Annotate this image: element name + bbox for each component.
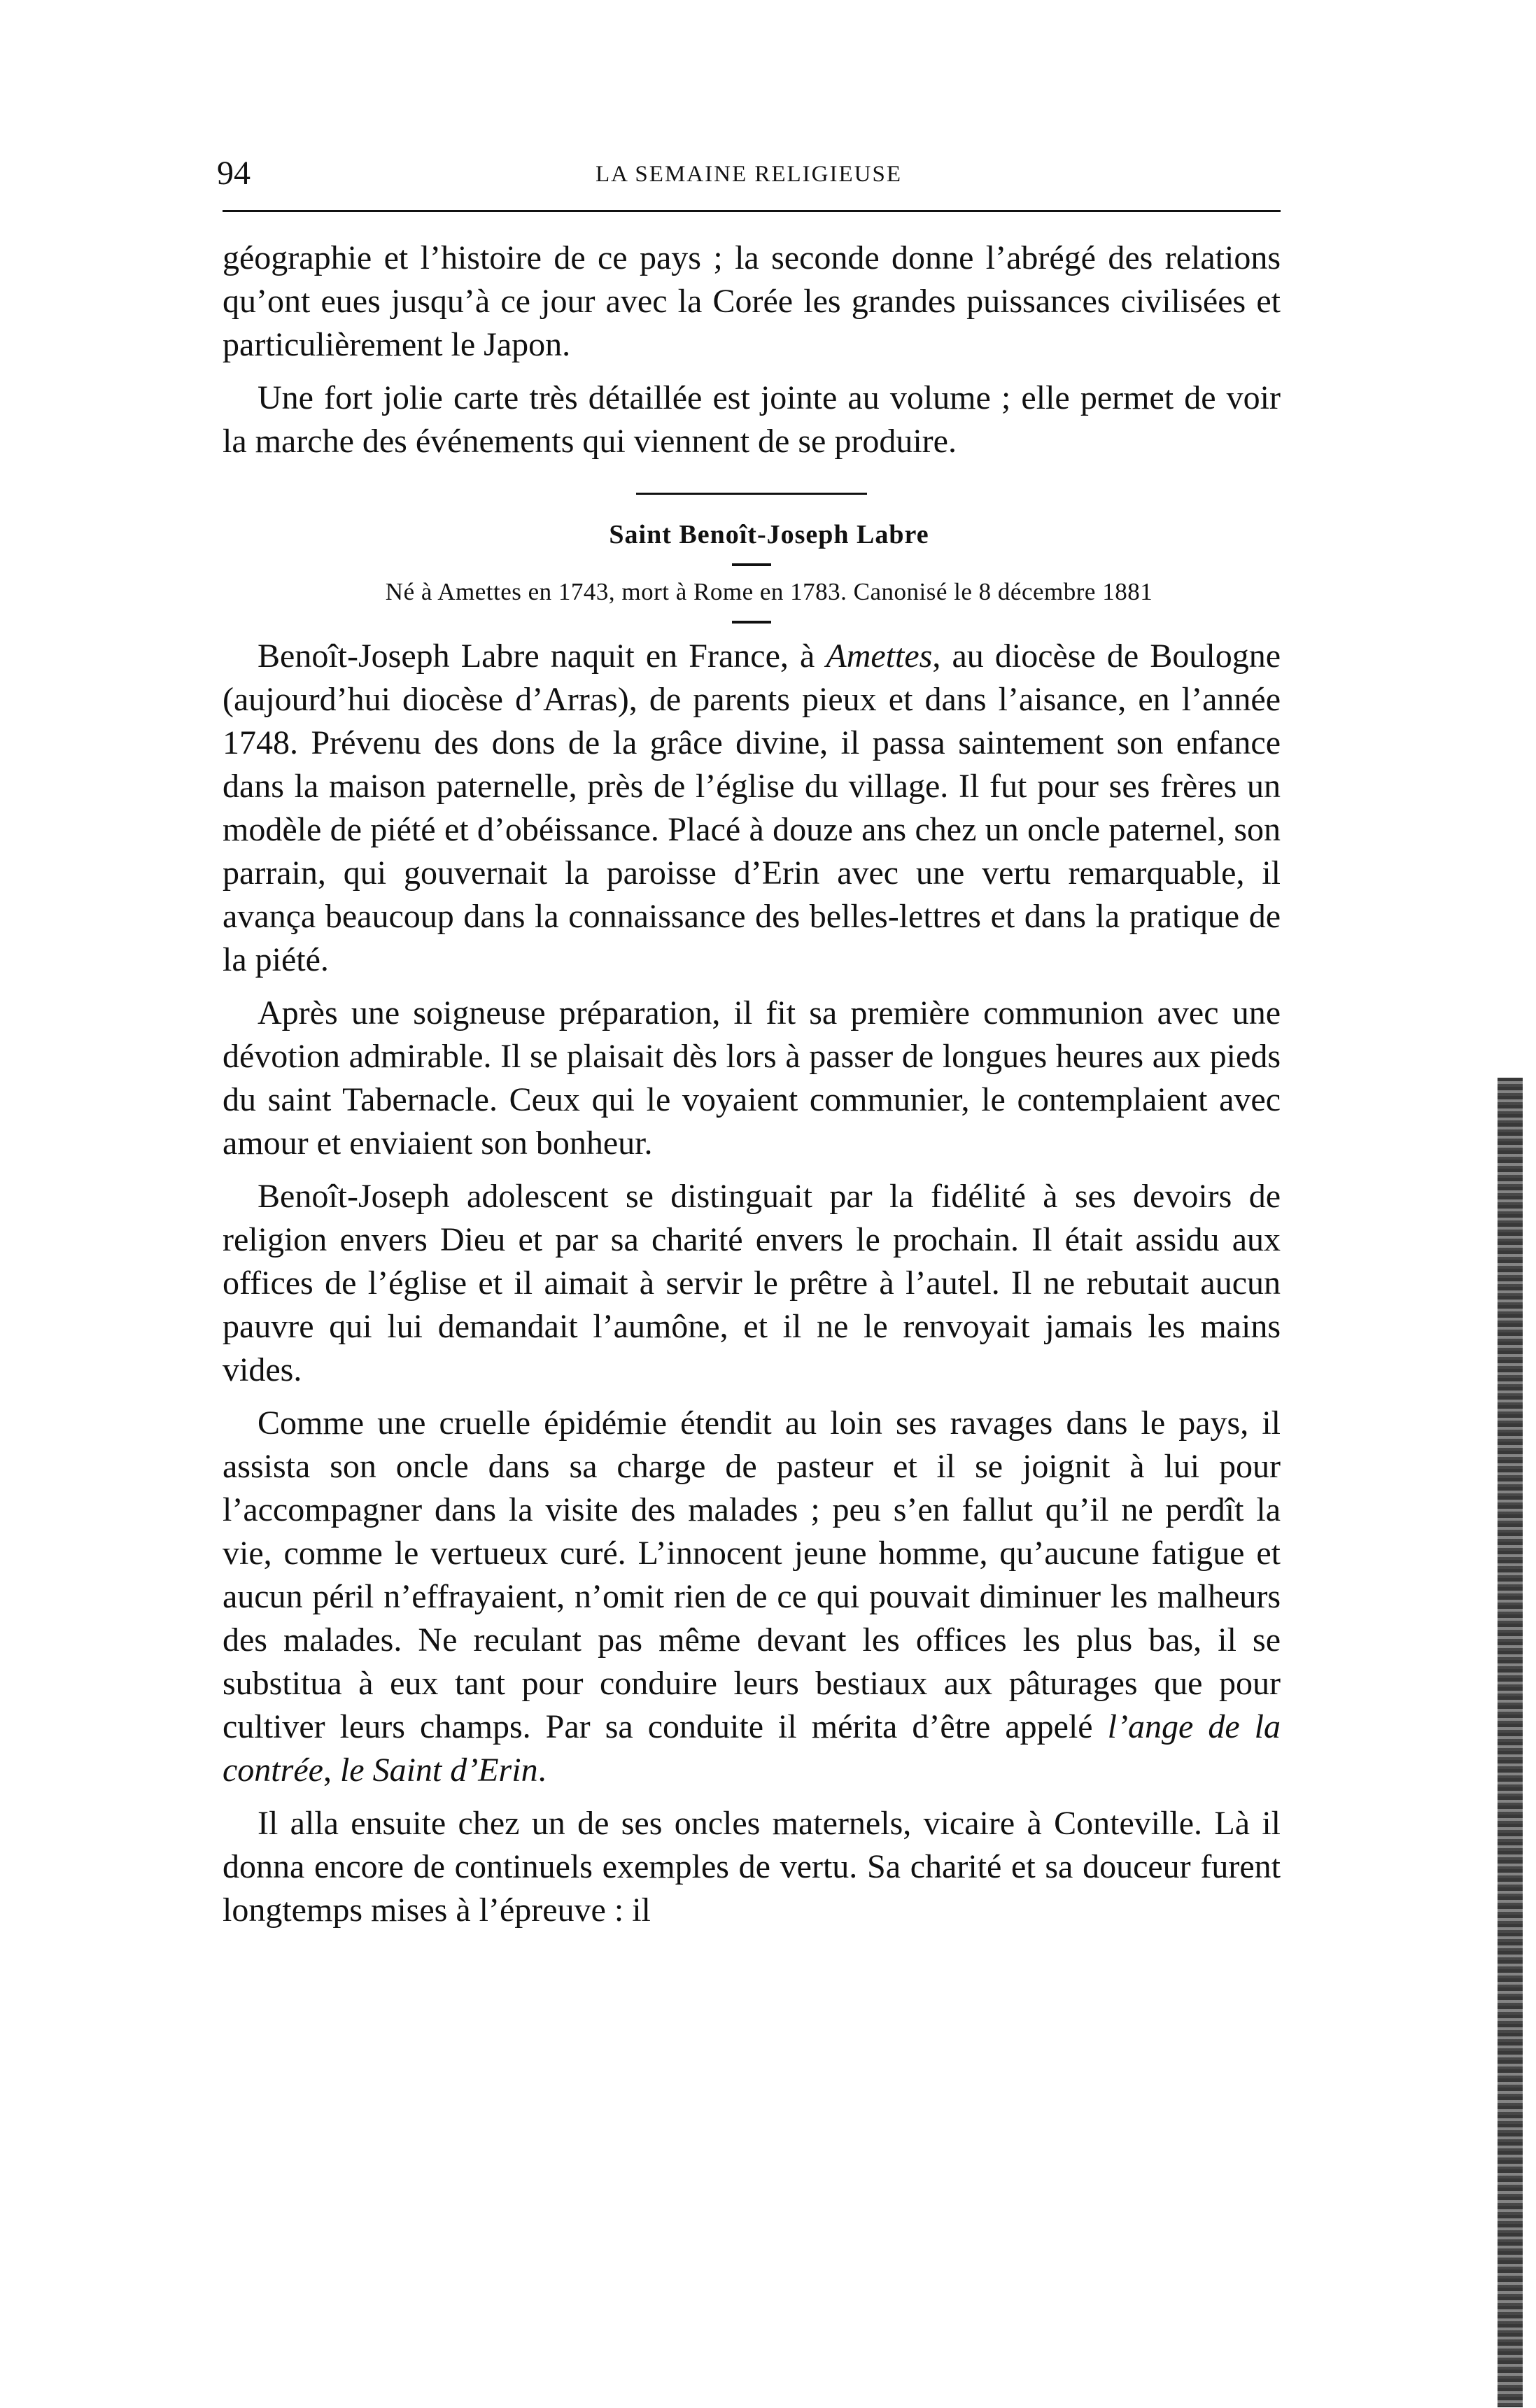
paragraph-text: Benoît-Joseph Labre naquit en France, à [258, 638, 826, 675]
paragraph-text: , [323, 1752, 340, 1789]
page-body [223, 237, 1281, 1942]
article-paragraph [223, 992, 1281, 1165]
article-paragraph [223, 1175, 1281, 1392]
italic-text: le Saint d’Erin [339, 1752, 538, 1789]
paragraph-text: Après une soigneuse préparation, il fit sa première communion avec une dévotion admirable. Il se plaisait dès lors à passer de longues heures aux pieds du saint Tabernacle. Ceux qui le voyaient communier, le contemplaient avec amour et enviaient son bonheur. [223, 994, 1281, 1162]
article-title: Saint Benoît-Joseph Labre [609, 520, 929, 549]
intro-paragraph-1: géographie et l’histoire de ce pays ; la seconde donne l’abrégé des relations qu’ont eues jusqu’à ce jour avec la Corée les grandes puissances civilisées et particulièrement le Japon. [223, 239, 1281, 363]
title-dash [732, 563, 771, 566]
page-number: 94 [217, 155, 251, 192]
paragraph-text: Il alla ensuite chez un de ses oncles maternels, vicaire à Conteville. Là il donna encore de continuels exemples de vertu. Sa charité et sa douceur furent longtemps mises à l’épreuve : il [223, 1805, 1281, 1929]
section-separator [636, 493, 867, 495]
italic-text: l’ange de la contrée [223, 1708, 1281, 1789]
page-header [217, 153, 1281, 202]
intro-paragraph-2: Une fort jolie carte très détaillée est jointe au volume ; elle permet de voir la marche des événements qui viennent de se produire. [223, 379, 1281, 460]
header-rule [223, 210, 1281, 212]
paragraph-text: Comme une cruelle épidémie étendit au loin ses ravages dans le pays, il assista son oncle dans sa charge de pasteur et il se joignit à lui pour l’accompagner dans la visite des malades ; peu s’en fallut qu’il ne perdît la vie, comme le vertueux curé. L’innocent jeune homme, qu’aucune fatigue et aucun péril n’effrayaient, n’omit rien de ce qui pouvait diminuer les malheurs des malades. Ne reculant pas même devant les offices les plus bas, il se substitua à eux tant pour conduire leurs bestiaux aux pâturages que pour cultiver leurs champs. Par sa conduite il mérita d’être appelé [223, 1404, 1281, 1745]
running-title: LA SEMAINE RELIGIEUSE [596, 162, 902, 187]
paragraph-text: . [537, 1752, 547, 1789]
article-paragraph [223, 1402, 1281, 1792]
paragraph-text: , au diocèse de Boulogne (aujourd’hui diocèse d’Arras), de parents pieux et dans l’aisance, en l’année 1748. Prévenu des dons de la grâce divine, il passa saintement son enfance dans la maison paternelle, près de l’église du village. Il fut pour ses frères un modèle de piété et d’obéissance. Placé à douze ans chez un oncle paternel, son parrain, qui gouvernait la paroisse d’Erin avec une vertu remarquable, il avança beaucoup dans la connaissance des belles-lettres et dans la pratique de la piété. [223, 638, 1281, 978]
italic-text: Amettes [826, 638, 933, 675]
scan-margin-strip [1498, 1078, 1523, 2407]
paragraph-text: Benoît-Joseph adolescent se distinguait par la fidélité à ses devoirs de religion envers Dieu et par sa charité envers le prochain. Il était assidu aux offices de l’église et il aimait à servir le prêtre à l’autel. Il ne rebutait aucun pauvre qui lui demandait l’aumône, et il ne le renvoyait jamais les mains vides. [223, 1178, 1281, 1388]
article-body [223, 635, 1281, 1932]
article-dates: Né à Amettes en 1743, mort à Rome en 1783. Canonisé le 8 décembre 1881 [385, 578, 1153, 605]
dates-dash [732, 621, 771, 624]
article-paragraph [223, 635, 1281, 982]
article-paragraph [223, 1802, 1281, 1932]
